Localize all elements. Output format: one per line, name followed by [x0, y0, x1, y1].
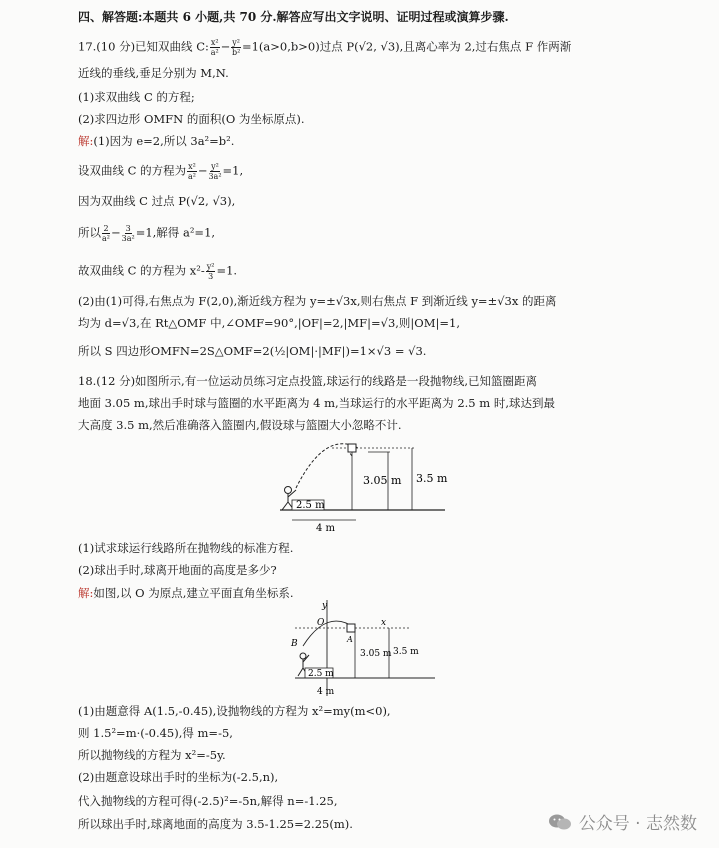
q18-sol-6: 所以球出手时,球离地面的高度为 3.5-1.25=2.25(m).	[78, 817, 353, 831]
x-axis-label: x	[381, 618, 387, 628]
height-label-2: 3.5 m	[393, 647, 419, 657]
fraction: $\frac{\text{x²}}{\text{a²}}$	[187, 162, 196, 181]
fraction: $\frac{\text{y²}}{\text{b²}}$	[231, 38, 241, 57]
section-title: 四、解答题:本题共 6 小题,共 70 分.解答应写出文字说明、证明过程或演算步骤.	[78, 10, 509, 24]
q17-part2: (2)求四边形 OMFN 的面积(O 为坐标原点).	[78, 112, 305, 126]
width-label-2: 4 m	[316, 523, 336, 534]
width-label-1: 2.5 m	[308, 669, 334, 679]
q17-line1: 17.(10 分)已知双曲线 C: $\frac{\text{x²}}{\text{a²}}$ − $\frac{\text{y²}}{\text{b²}}$ =1(a>0,b>0)过点 P(√2, √3),且离心率为 2,过右焦点 F 作两渐	[78, 38, 572, 57]
width-label-2: 4 m	[317, 687, 335, 697]
basketball-figure-1	[270, 438, 460, 536]
q18-sol-intro: 解:如图,以 O 为原点,建立平面直角坐标系.	[78, 586, 294, 600]
height-label-1: 3.05 m	[363, 474, 402, 487]
q18-line1: 18.(12 分)如图所示,有一位运动员练习定点投篮,球运行的线路是一段抛物线,已知篮圈距离	[78, 374, 538, 388]
q17-part1: (1)求双曲线 C 的方程;	[78, 90, 195, 104]
q18-sol-2: 则 1.5²=m·(-0.45),得 m=-5,	[78, 726, 233, 740]
y-axis-label: y	[322, 601, 328, 611]
q17-sol-7: 均为 d=√3,在 Rt△OMF 中,∠OMF=90°,|OF|=2,|MF|=√3,则|OM|=1,	[78, 316, 460, 330]
q18-sol-5: 代入抛物线的方程可得(-2.5)²=-5n,解得 n=-1.25,	[78, 794, 338, 808]
height-label-2: 3.5 m	[416, 472, 448, 485]
fraction: $\frac{\text{x²}}{\text{a²}}$	[210, 38, 219, 57]
fraction: $\frac{2}{\text{a²}}$	[102, 224, 110, 243]
q17-sol-4: 所以 $\frac{2}{\text{a²}}$ − $\frac{3}{\text{3a²}}$ =1,解得 a²=1,	[78, 224, 216, 243]
watermark	[547, 809, 697, 834]
q18-line3: 大高度 3.5 m,然后准确落入篮圈内,假设球与篮圈大小忽略不计.	[78, 418, 402, 432]
wechat-icon	[547, 813, 573, 831]
q18-part2: (2)球出手时,球离开地面的高度是多少?	[78, 563, 277, 577]
q17-sol-8: 所以 S 四边形OMFN=2S△OMF=2(½|OM|·|MF|)=1×√3 = √3.	[78, 344, 427, 358]
point-b-label: B	[291, 639, 298, 649]
q17-sol-6: (2)由(1)可得,右焦点为 F(2,0),渐近线方程为 y=±√3x,则右焦点 F 到渐近线 y=±√3x 的距离	[78, 294, 557, 308]
q18-line2: 地面 3.05 m,球出手时球与篮圈的水平距离为 4 m,当球运行的水平距离为 2.5 m 时,球达到最	[78, 396, 555, 410]
fraction: $\frac{\text{y²}}{\text{3a²}}$	[208, 162, 222, 181]
q17-line2: 近线的垂线,垂足分别为 M,N.	[78, 66, 229, 80]
q18-part1: (1)试求球运行线路所在抛物线的标准方程.	[78, 541, 294, 555]
q18-sol-1: (1)由题意得 A(1.5,-0.45),设抛物线的方程为 x²=my(m<0),	[78, 704, 391, 718]
q17-sol-1: 解:(1)因为 e=2,所以 3a²=b².	[78, 134, 235, 148]
q17-sol-3: 因为双曲线 C 过点 P(√2, √3),	[78, 194, 236, 208]
coordinate-figure-2	[285, 598, 450, 698]
fraction: $\frac{\text{y²}}{3}$	[206, 262, 215, 281]
watermark-text: 公众号 · 志然数	[578, 814, 697, 834]
point-a-label: A	[347, 635, 353, 644]
origin-label: O	[317, 618, 325, 628]
q17-sol-2: 设双曲线 C 的方程为 $\frac{\text{x²}}{\text{a²}}$ − $\frac{\text{y²}}{\text{3a²}}$ =1,	[78, 162, 244, 181]
width-label-1: 2.5 m	[296, 500, 325, 511]
fraction: $\frac{3}{\text{3a²}}$	[121, 224, 135, 243]
q17-sol-5: 故双曲线 C 的方程为 x²- $\frac{\text{y²}}{3}$ =1.	[78, 262, 238, 281]
q18-sol-3: 所以抛物线的方程为 x²=-5y.	[78, 748, 226, 762]
q18-sol-4: (2)由题意设球出手时的坐标为(-2.5,n),	[78, 770, 279, 784]
height-label-1: 3.05 m	[360, 649, 392, 659]
